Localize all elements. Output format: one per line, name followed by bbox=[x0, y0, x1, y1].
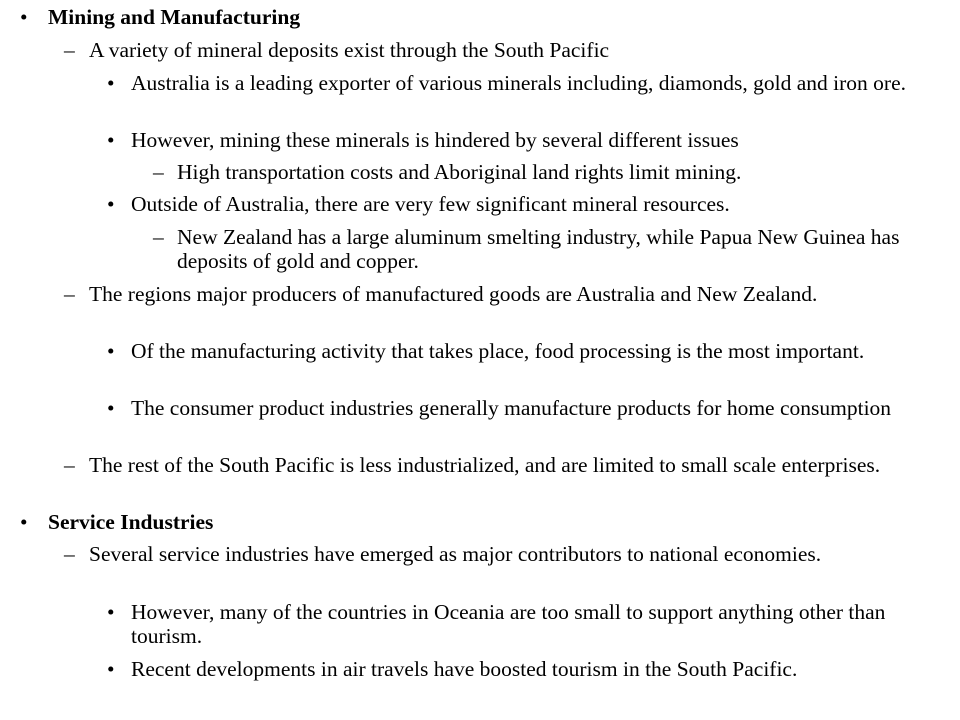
point-text: Outside of Australia, there are very few significant mineral resources. bbox=[131, 192, 730, 216]
point-text: High transportation costs and Aboriginal land rights limit mining. bbox=[177, 160, 742, 184]
point-text: The consumer product industries generally manufacture products for home consumption bbox=[131, 396, 892, 420]
bullet-mining-and-manufacturing bbox=[20, 5, 948, 29]
subpoint-air-travel bbox=[107, 657, 911, 681]
subpoint-manufactured-goods bbox=[64, 282, 914, 306]
point-text: Of the manufacturing activity that takes place, food processing is the most important. bbox=[131, 339, 865, 363]
bullet-marker: • bbox=[107, 128, 115, 152]
dash-marker: – bbox=[64, 542, 75, 566]
bullet-marker: • bbox=[107, 657, 115, 681]
bullet-marker: • bbox=[107, 192, 115, 216]
bullet-marker: • bbox=[107, 396, 115, 420]
subpoint-outside-australia bbox=[107, 192, 956, 216]
subpoint-mining-hindered bbox=[107, 128, 956, 152]
dash-marker: – bbox=[64, 453, 75, 477]
heading-mining-and-manufacturing: Mining and Manufacturing bbox=[48, 5, 301, 29]
subpoint-australia-exporter bbox=[107, 71, 956, 95]
point-text: However, mining these minerals is hindered by several different issues bbox=[131, 128, 739, 152]
dash-marker: – bbox=[153, 160, 164, 184]
point-text: Australia is a leading exporter of various minerals including, diamonds, gold and iron ore. bbox=[131, 71, 907, 95]
point-text: A variety of mineral deposits exist through the South Pacific bbox=[89, 38, 610, 62]
subpoint-mineral-deposits bbox=[64, 38, 949, 62]
bullet-marker: • bbox=[20, 5, 28, 29]
dash-marker: – bbox=[64, 38, 75, 62]
bullet-service-industries bbox=[20, 510, 948, 534]
subpoint-food-processing bbox=[107, 339, 941, 363]
bullet-marker: • bbox=[107, 600, 115, 624]
subpoint-service-contributors bbox=[64, 542, 919, 566]
dash-marker: – bbox=[153, 225, 164, 249]
dash-marker: – bbox=[64, 282, 75, 306]
point-text: The regions major producers of manufactured goods are Australia and New Zealand. bbox=[89, 282, 818, 306]
subpoint-new-zealand-aluminum bbox=[153, 225, 922, 273]
point-text: Recent developments in air travels have boosted tourism in the South Pacific. bbox=[131, 657, 798, 681]
point-text: However, many of the countries in Oceania are too small to support anything other than tourism. bbox=[131, 600, 886, 648]
subpoint-transportation-costs bbox=[153, 160, 947, 184]
heading-service-industries: Service Industries bbox=[48, 510, 214, 534]
bullet-marker: • bbox=[107, 339, 115, 363]
bullet-marker: • bbox=[20, 510, 28, 534]
bullet-marker: • bbox=[107, 71, 115, 95]
point-text: The rest of the South Pacific is less industrialized, and are limited to small scale enterprises. bbox=[89, 453, 881, 477]
subpoint-consumer-products bbox=[107, 396, 941, 420]
point-text: New Zealand has a large aluminum smelting industry, while Papua New Guinea has deposits of gold and copper. bbox=[177, 225, 900, 273]
point-text: Several service industries have emerged as major contributors to national economies. bbox=[89, 542, 822, 566]
subpoint-too-small-tourism bbox=[107, 600, 960, 648]
subpoint-less-industrialized bbox=[64, 453, 954, 477]
